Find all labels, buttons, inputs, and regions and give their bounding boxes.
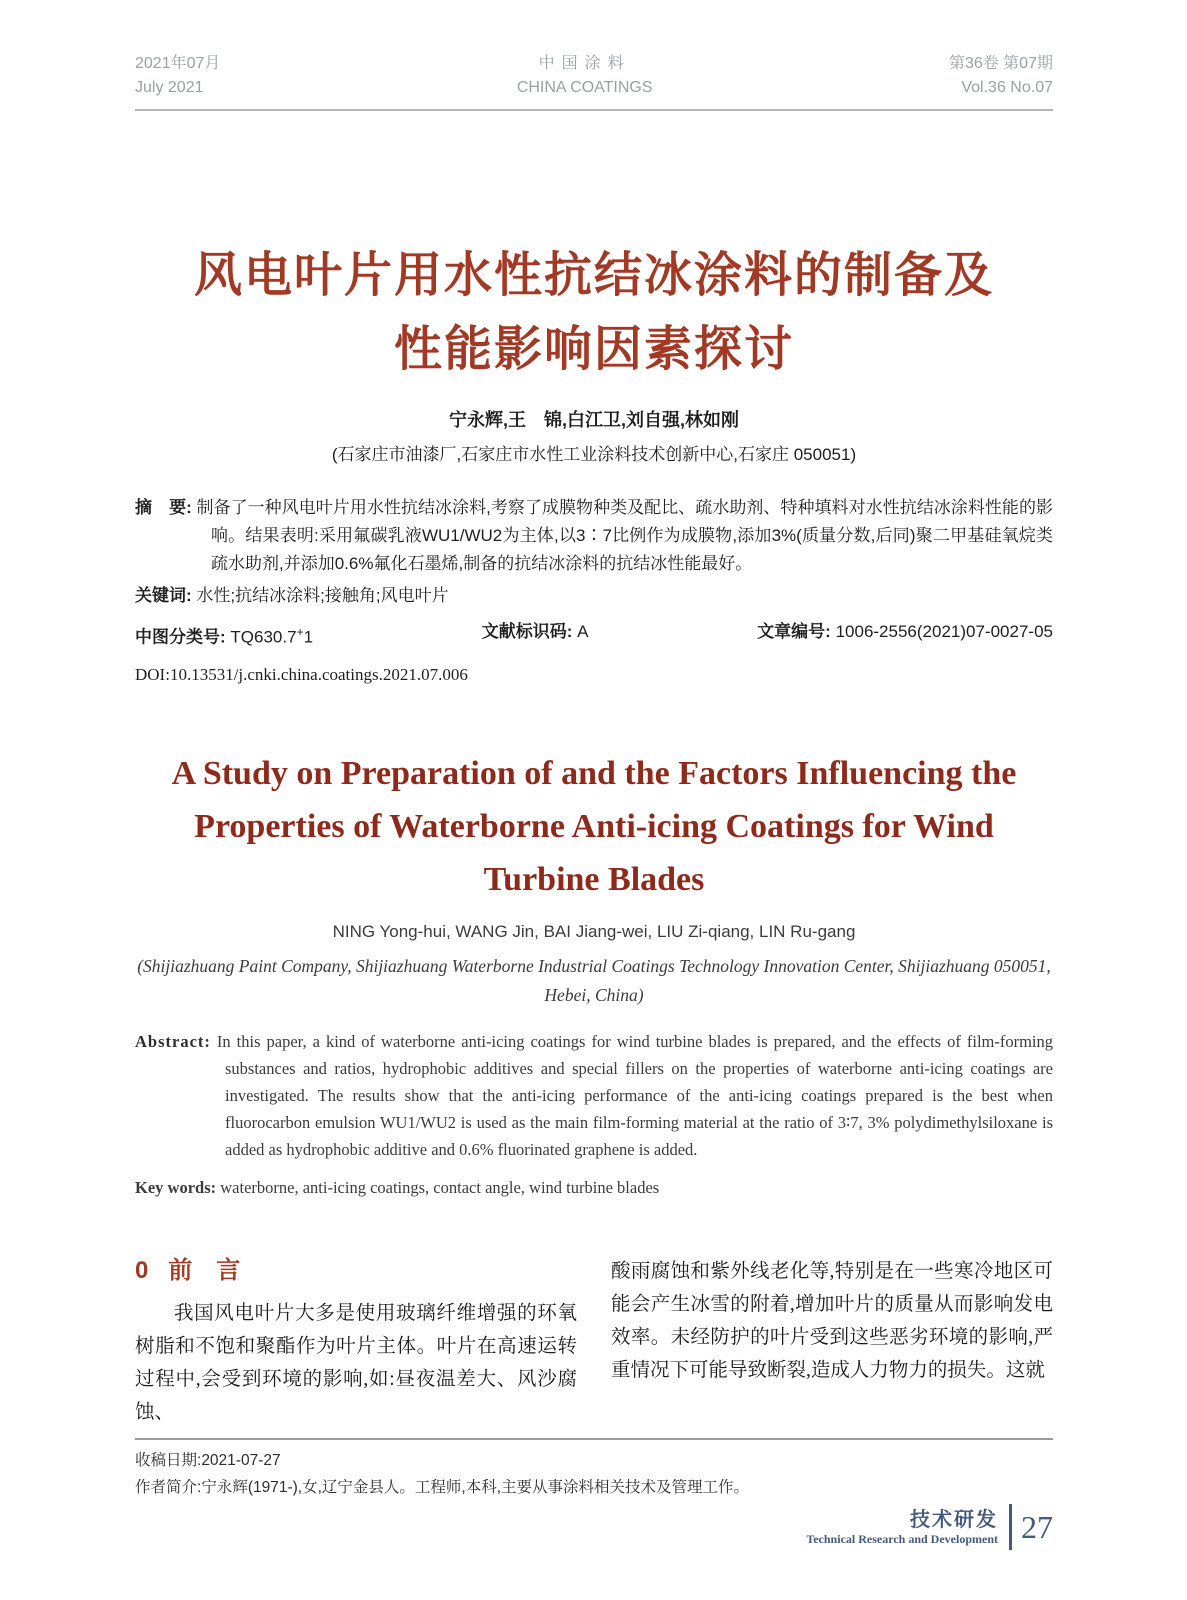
article-title-en-line2: Properties of Waterborne Anti-icing Coatings for Wind [194, 807, 994, 845]
keywords-text-en: waterborne, anti-icing coatings, contact angle, wind turbine blades [220, 1177, 660, 1197]
journal-name-en: CHINA COATINGS [516, 79, 653, 96]
footer-column-zh: 技术研发 [910, 1508, 998, 1531]
article-id [757, 618, 1053, 652]
header-issue-date [135, 52, 220, 100]
header-volume-zh: 第36卷 第07期 [948, 55, 1053, 72]
article-title-zh-line2: 性能影响因素探讨 [393, 323, 794, 376]
doi: DOI:10.13531/j.cnki.china.coatings.2021.07.006 [135, 664, 468, 684]
abstract-en [135, 1028, 1053, 1163]
article-id-value: 1006-2556(2021)07-0027-05 [835, 622, 1053, 641]
abstract-zh [135, 494, 1053, 578]
section-heading [135, 1255, 577, 1287]
header-date-en: July 2021 [135, 79, 204, 96]
document-code-label: 文献标识码: [481, 622, 573, 641]
footnotes [135, 1440, 1053, 1501]
article-id-label: 文章编号: [757, 622, 831, 641]
article-title-en-line3: Turbine Blades [483, 860, 705, 898]
affiliation-zh: (石家庄市油漆厂,石家庄市水性工业涂料技术创新中心,石家庄 050051) [331, 445, 857, 464]
affiliation-en: (Shijiazhuang Paint Company, Shijiazhuang Waterborne Industrial Coatings Technology Innovation Center, Shijiazhuang 050051, Hebei, China) [137, 955, 1051, 1005]
article-title-zh [135, 239, 1053, 387]
body-columns [135, 1255, 1053, 1429]
intro-paragraph-left: 我国风电叶片大多是使用玻璃纤维增强的环氧树脂和不饱和聚酯作为叶片主体。叶片在高速运转过程中,会受到环境的影响,如:昼夜温差大、风沙腐蚀、 [135, 1302, 577, 1423]
abstract-label-en: Abstract: [135, 1031, 211, 1051]
header-date-zh: 2021年07月 [135, 55, 221, 72]
abstract-text-zh: 制备了一种风电叶片用水性抗结冰涂料,考察了成膜物种类及配比、疏水助剂、特种填料对水性抗结冰涂料性能的影响。结果表明:采用氟碳乳液WU1/WU2为主体,以3∶7比例作为成膜物,添加3%(质量分数,后同)聚二甲基硅氧烷类疏水助剂,并添加0.6%氟化石墨烯,制备的抗结冰涂料的抗结冰性能最好。 [196, 498, 1053, 573]
intro-paragraph-right: 酸雨腐蚀和紫外线老化等,特别是在一些寒冷地区可能会产生冰雪的附着,增加叶片的质量从而影响发电效率。未经防护的叶片受到这些恶劣环境的影响,严重情况下可能导致断裂,造成人力物力的损失。这就 [611, 1260, 1053, 1381]
footer-divider [1009, 1504, 1012, 1550]
abstract-label-zh: 摘 要: [135, 498, 192, 517]
journal-name-zh: 中国涂料 [538, 55, 631, 72]
header-volume-info [949, 52, 1053, 100]
document-code [482, 618, 589, 652]
article-title-en [135, 747, 1053, 906]
article-title-zh-line1: 风电叶片用水性抗结冰涂料的制备及 [193, 249, 994, 302]
body-column-right [611, 1255, 1053, 1429]
header-volume-en: Vol.36 No.07 [961, 79, 1053, 96]
footer-column-name [806, 1508, 998, 1547]
keywords-en [135, 1174, 1053, 1201]
section-title: 前 言 [168, 1256, 241, 1284]
clc-number [135, 618, 313, 652]
keywords-zh [135, 582, 1053, 610]
author-bio-label: 作者简介: [135, 1478, 202, 1496]
clc-label: 中图分类号: [135, 627, 226, 647]
body-column-left [135, 1255, 577, 1429]
keywords-label-en: Key words: [135, 1177, 217, 1197]
received-date-label: 收稿日期: [135, 1451, 202, 1469]
classification-row [135, 618, 1053, 652]
clc-superscript: + [296, 625, 304, 639]
document-code-value: A [577, 622, 589, 641]
received-date-value: 2021-07-27 [201, 1451, 281, 1469]
page-number: 27 [1021, 1508, 1053, 1545]
keywords-text-zh: 水性;抗结冰涂料;接触角;风电叶片 [196, 586, 449, 605]
author-bio-value: 宁永辉(1971-),女,辽宁金县人。工程师,本科,主要从事涂料相关技术及管理工作。 [201, 1478, 750, 1496]
clc-suffix: 1 [303, 627, 314, 647]
authors-zh: 宁永辉,王 锦,白江卫,刘自强,林如刚 [448, 410, 739, 430]
keywords-label-zh: 关键词: [135, 586, 192, 605]
header-journal-name [517, 52, 653, 100]
journal-header [135, 0, 1053, 109]
section-number: 0 [135, 1256, 149, 1284]
footer-column-en: Technical Research and Development [806, 1531, 998, 1546]
header-rule [135, 109, 1053, 111]
abstract-text-en: In this paper, a kind of waterborne anti-icing coatings for wind turbine blades is prepared, and the effects of film-forming substances and ratios, hydrophobic additives and special fillers on the properties of waterborne anti-icing coatings are investigated. The results show that the anti-icing performance of the anti-icing coatings prepared is the best when fluorocarbon emulsion WU1/WU2 is used as the main film-forming material at the ratio of 3∶7, 3% polydimethylsiloxane is added as hydrophobic additive and 0.6% fluorinated graphene is added. [216, 1031, 1054, 1159]
authors-en: NING Yong-hui, WANG Jin, BAI Jiang-wei, LIU Zi-qiang, LIN Ru-gang [332, 921, 856, 941]
received-date-line [135, 1447, 1053, 1474]
page-footer [806, 1504, 1053, 1550]
author-bio-line [135, 1474, 1053, 1501]
article-title-en-line1: A Study on Preparation of and the Factors Influencing the [171, 754, 1017, 792]
clc-value: TQ630.7 [230, 627, 297, 647]
